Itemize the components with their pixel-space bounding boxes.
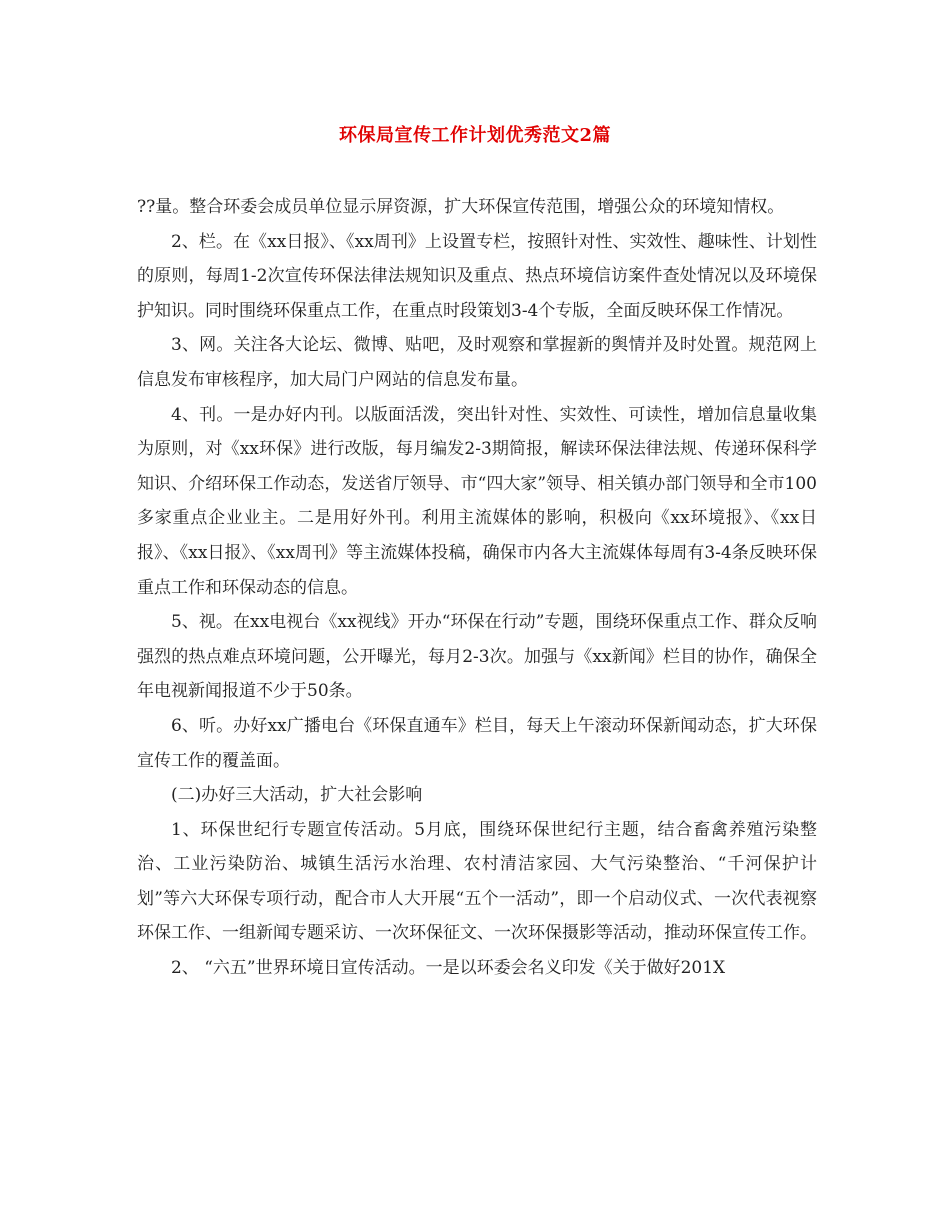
- paragraph-radio: 6、听。办好xx广播电台《环保直通车》栏目，每天上午滚动环保新闻动态，扩大环保宣传工作的覆盖面。: [137, 715, 817, 771]
- section-heading-activities: (二)办好三大活动，扩大社会影响: [171, 785, 423, 806]
- paragraph-column: 2、栏。在《xx日报》、《xx周刊》上设置专栏，按照针对性、实效性、趣味性、计划性的原则，每周1-2次宣传环保法律法规知识及重点、热点环境信访案件查处情况以及环境保护知识。同时围绕环保重点工作，在重点时段策划3-4个专版，全面反映环保工作情况。: [137, 231, 817, 321]
- paragraph-environment-tour: 1、环保世纪行专题宣传活动。5月底，围绕环保世纪行主题，结合畜禽养殖污染整治、工业污染防治、城镇生活污水治理、农村清洁家园、大气污染整治、“千河保护计划”等六大环保专项行动，配合市人大开展“五个一活动”，即一个启动仪式、一次代表视察环保工作、一组新闻专题采访、一次环保征文、一次环保摄影等活动，推动环保宣传工作。: [137, 819, 817, 944]
- paragraph-continued: ??量。整合环委会成员单位显示屏资源，扩大环保宣传范围，增强公众的环境知情权。: [137, 197, 785, 217]
- paragraph-web: 3、网。关注各大论坛、微博、贴吧，及时观察和掌握新的舆情并及时处置。规范网上信息发布审核程序，加大局门户网站的信息发布量。: [137, 335, 817, 390]
- document-title: 环保局宣传工作计划优秀范文2篇: [338, 125, 612, 146]
- document-body: [137, 190, 817, 986]
- paragraph-world-environment-day: 2、 “六五”世界环境日宣传活动。一是以环委会名义印发《关于做好201X: [171, 958, 726, 979]
- paragraph-tv: 5、视。在xx电视台《xx视线》开办“环保在行动”专题，围绕环保重点工作、群众反响强烈的热点难点环境问题，公开曝光，每月2-3次。加强与《xx新闻》栏目的协作，确保全年电视新闻报道不少于50条。: [137, 612, 817, 702]
- paragraph-periodical: 4、刊。一是办好内刊。以版面活泼，突出针对性、实效性、可读性，增加信息量收集为原则，对《xx环保》进行改版，每月编发2-3期简报，解读环保法律法规、传递环保科学知识、介绍环保工作动态，发送省厅领导、市“四大家”领导、相关镇办部门领导和全市100多家重点企业业主。二是用好外刊。利用主流媒体的影响，积极向《xx环境报》、《xx日报》、《xx日报》、《xx周刊》等主流媒体投稿，确保市内各大主流媒体每周有3-4条反映环保重点工作和环保动态的信息。: [137, 404, 817, 598]
